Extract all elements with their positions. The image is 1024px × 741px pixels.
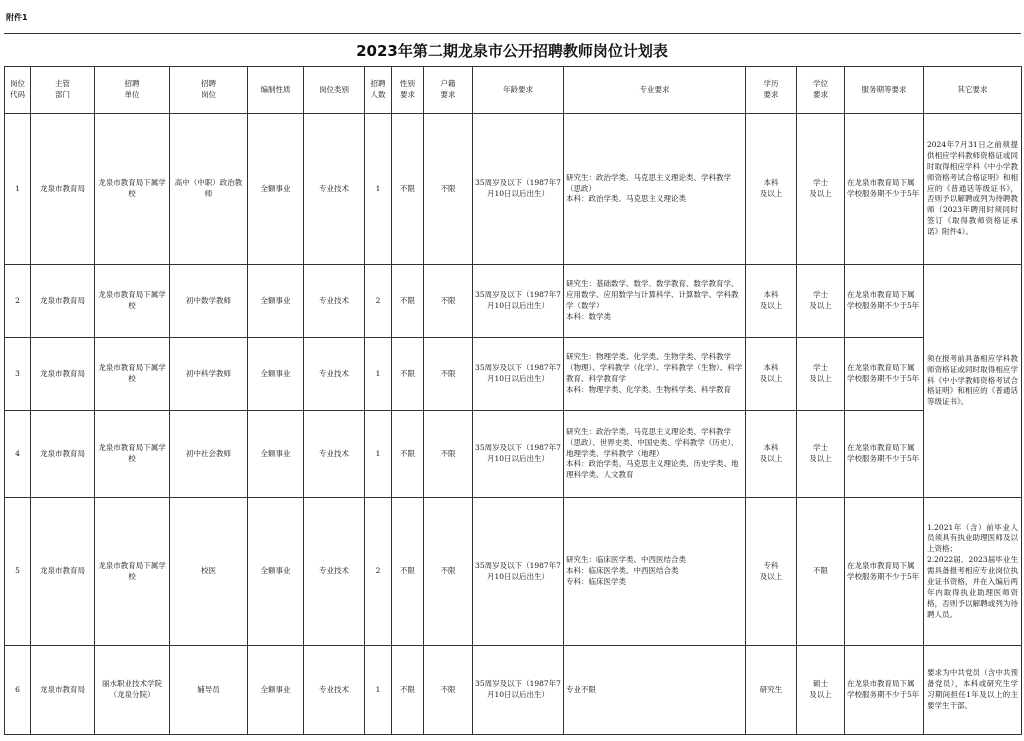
- cell-staffing: 全额事业: [248, 114, 304, 265]
- cell-count: 2: [365, 498, 392, 646]
- header-dept: 主管 部门: [31, 67, 95, 114]
- recruitment-plan-table: [4, 66, 1022, 735]
- cell-post: 辅导员: [170, 646, 248, 735]
- cell-education: 专科 及以上: [746, 498, 797, 646]
- cell-other: 1.2021年（含）前毕业人员须具有执业助理医师及以上资格； 2.2022届、2023届毕业生需具备报考相应专业岗位执业证书资格，并在入编后两年内取得执业助理医师资格，否则予以解聘或列为待聘人员。: [924, 498, 1022, 646]
- header-education: 学历 要求: [746, 67, 797, 114]
- cell-code: 5: [5, 498, 31, 646]
- header-hukou: 户籍 要求: [424, 67, 473, 114]
- cell-dept: 龙泉市教育局: [31, 498, 95, 646]
- cell-education: 本科 及以上: [746, 338, 797, 411]
- cell-hukou: 不限: [424, 646, 473, 735]
- cell-unit: 丽水职业技术学院（龙泉分院）: [95, 646, 170, 735]
- cell-other-shared: 须在报考前具备相应学科教师资格证或同时取得相应学科《中小学教师资格考试合格证明》和相应的《普通话等级证书》。: [924, 265, 1022, 498]
- cell-hukou: 不限: [424, 265, 473, 338]
- cell-service: 在龙泉市教育局下属学校服务期不少于5年: [845, 411, 924, 498]
- header-staffing: 编制性质: [248, 67, 304, 114]
- cell-hukou: 不限: [424, 338, 473, 411]
- attachment-label: 附件1: [6, 13, 28, 22]
- cell-age: 35周岁及以下（1987年7月10日以后出生）: [473, 338, 564, 411]
- cell-staffing: 全额事业: [248, 498, 304, 646]
- header-code: 岗位 代码: [5, 67, 31, 114]
- cell-gender: 不限: [392, 411, 424, 498]
- cell-staffing: 全额事业: [248, 265, 304, 338]
- cell-unit: 龙泉市教育局下属学校: [95, 114, 170, 265]
- cell-count: 1: [365, 114, 392, 265]
- cell-category: 专业技术: [304, 114, 365, 265]
- cell-hukou: 不限: [424, 114, 473, 265]
- cell-dept: 龙泉市教育局: [31, 646, 95, 735]
- cell-category: 专业技术: [304, 498, 365, 646]
- cell-unit: 龙泉市教育局下属学校: [95, 265, 170, 338]
- cell-education: 本科 及以上: [746, 114, 797, 265]
- cell-category: 专业技术: [304, 265, 365, 338]
- header-category: 岗位类别: [304, 67, 365, 114]
- cell-staffing: 全额事业: [248, 646, 304, 735]
- cell-degree: 硕士 及以上: [797, 646, 845, 735]
- cell-staffing: 全额事业: [248, 411, 304, 498]
- cell-post: 初中科学教师: [170, 338, 248, 411]
- cell-other: 要求为中共党员（含中共预备党员），本科或研究生学习期间担任1年及以上的主要学生干部。: [924, 646, 1022, 735]
- cell-hukou: 不限: [424, 498, 473, 646]
- header-service: 服务期等要求: [845, 67, 924, 114]
- table-row: [5, 338, 1022, 411]
- header-major: 专业要求: [564, 67, 746, 114]
- cell-gender: 不限: [392, 114, 424, 265]
- cell-post: 高中（中职）政治教师: [170, 114, 248, 265]
- cell-gender: 不限: [392, 338, 424, 411]
- top-border: [4, 33, 1021, 34]
- cell-service: 在龙泉市教育局下属学校服务期不少于5年: [845, 265, 924, 338]
- cell-degree: 学士 及以上: [797, 338, 845, 411]
- header-age: 年龄要求: [473, 67, 564, 114]
- cell-gender: 不限: [392, 646, 424, 735]
- cell-staffing: 全额事业: [248, 338, 304, 411]
- table-row: [5, 498, 1022, 646]
- cell-major: 研究生：政治学类、马克思主义理论类、学科教学（思政） 本科：政治学类、马克思主义理论类: [564, 114, 746, 265]
- cell-dept: 龙泉市教育局: [31, 411, 95, 498]
- cell-code: 3: [5, 338, 31, 411]
- cell-gender: 不限: [392, 265, 424, 338]
- cell-education: 研究生: [746, 646, 797, 735]
- cell-age: 35周岁及以下（1987年7月10日以后出生）: [473, 265, 564, 338]
- cell-other: 2024年7月31日之前须提供相应学科教师资格证或同时取得相应学科《中小学教师资格考试合格证明》和相应的《普通话等级证书》，否则予以解聘或列为待聘教师（2023年聘用时须同时签订《取得教师资格证承诺》附件4）。: [924, 114, 1022, 265]
- cell-unit: 龙泉市教育局下属学校: [95, 411, 170, 498]
- table-row: [5, 265, 1022, 338]
- cell-post: 初中社会教师: [170, 411, 248, 498]
- cell-age: 35周岁及以下（1987年7月10日以后出生）: [473, 114, 564, 265]
- cell-dept: 龙泉市教育局: [31, 114, 95, 265]
- cell-unit: 龙泉市教育局下属学校: [95, 498, 170, 646]
- cell-education: 本科 及以上: [746, 265, 797, 338]
- page-title: 2023年第二期龙泉市公开招聘教师岗位计划表: [356, 42, 668, 60]
- cell-unit: 龙泉市教育局下属学校: [95, 338, 170, 411]
- cell-major: 专业不限: [564, 646, 746, 735]
- cell-count: 1: [365, 646, 392, 735]
- header-degree: 学位 要求: [797, 67, 845, 114]
- cell-service: 在龙泉市教育局下属学校服务期不少于5年: [845, 338, 924, 411]
- cell-major: 研究生：基础数学、数学、数学教育、数学教育学、应用数学、应用数学与计算科学、计算数学、学科教学（数学） 本科：数学类: [564, 265, 746, 338]
- cell-degree: 学士 及以上: [797, 265, 845, 338]
- cell-category: 专业技术: [304, 411, 365, 498]
- cell-gender: 不限: [392, 498, 424, 646]
- cell-age: 35周岁及以下（1987年7月10日以后出生）: [473, 646, 564, 735]
- cell-category: 专业技术: [304, 646, 365, 735]
- table-row: [5, 411, 1022, 498]
- cell-degree: 学士 及以上: [797, 114, 845, 265]
- cell-service: 在龙泉市教育局下属学校服务期不少于5年: [845, 498, 924, 646]
- cell-age: 35周岁及以下（1987年7月10日以后出生）: [473, 411, 564, 498]
- cell-code: 2: [5, 265, 31, 338]
- header-count: 招聘 人数: [365, 67, 392, 114]
- cell-degree: 不限: [797, 498, 845, 646]
- cell-count: 1: [365, 338, 392, 411]
- cell-code: 6: [5, 646, 31, 735]
- cell-post: 校医: [170, 498, 248, 646]
- cell-category: 专业技术: [304, 338, 365, 411]
- header-gender: 性别 要求: [392, 67, 424, 114]
- cell-major: 研究生：物理学类、化学类、生物学类、学科教学（物理）、学科教学（化学）、学科教学（生物）、科学教育、科学教育学 本科：物理学类、化学类、生物科学类、科学教育: [564, 338, 746, 411]
- cell-hukou: 不限: [424, 411, 473, 498]
- cell-code: 1: [5, 114, 31, 265]
- cell-dept: 龙泉市教育局: [31, 265, 95, 338]
- header-other: 其它要求: [924, 67, 1022, 114]
- cell-count: 2: [365, 265, 392, 338]
- header-row: [5, 67, 1022, 114]
- cell-service: 在龙泉市教育局下属学校服务期不少于5年: [845, 114, 924, 265]
- header-unit: 招聘 单位: [95, 67, 170, 114]
- table-row: [5, 646, 1022, 735]
- cell-major: 研究生：政治学类、马克思主义理论类、学科教学（思政）、世界史类、中国史类、学科教学（历史）、地理学类、学科教学（地理） 本科：政治学类、马克思主义理论类、历史学类、地理科学类、人文教育: [564, 411, 746, 498]
- cell-major: 研究生：临床医学类、中西医结合类 本科：临床医学类、中西医结合类 专科：临床医学类: [564, 498, 746, 646]
- header-post: 招聘 岗位: [170, 67, 248, 114]
- cell-degree: 学士 及以上: [797, 411, 845, 498]
- table-row: [5, 114, 1022, 265]
- cell-code: 4: [5, 411, 31, 498]
- cell-count: 1: [365, 411, 392, 498]
- cell-age: 35周岁及以下（1987年7月10日以后出生）: [473, 498, 564, 646]
- cell-post: 初中数学教师: [170, 265, 248, 338]
- cell-service: 在龙泉市教育局下属学校服务期不少于5年: [845, 646, 924, 735]
- cell-education: 本科 及以上: [746, 411, 797, 498]
- cell-dept: 龙泉市教育局: [31, 338, 95, 411]
